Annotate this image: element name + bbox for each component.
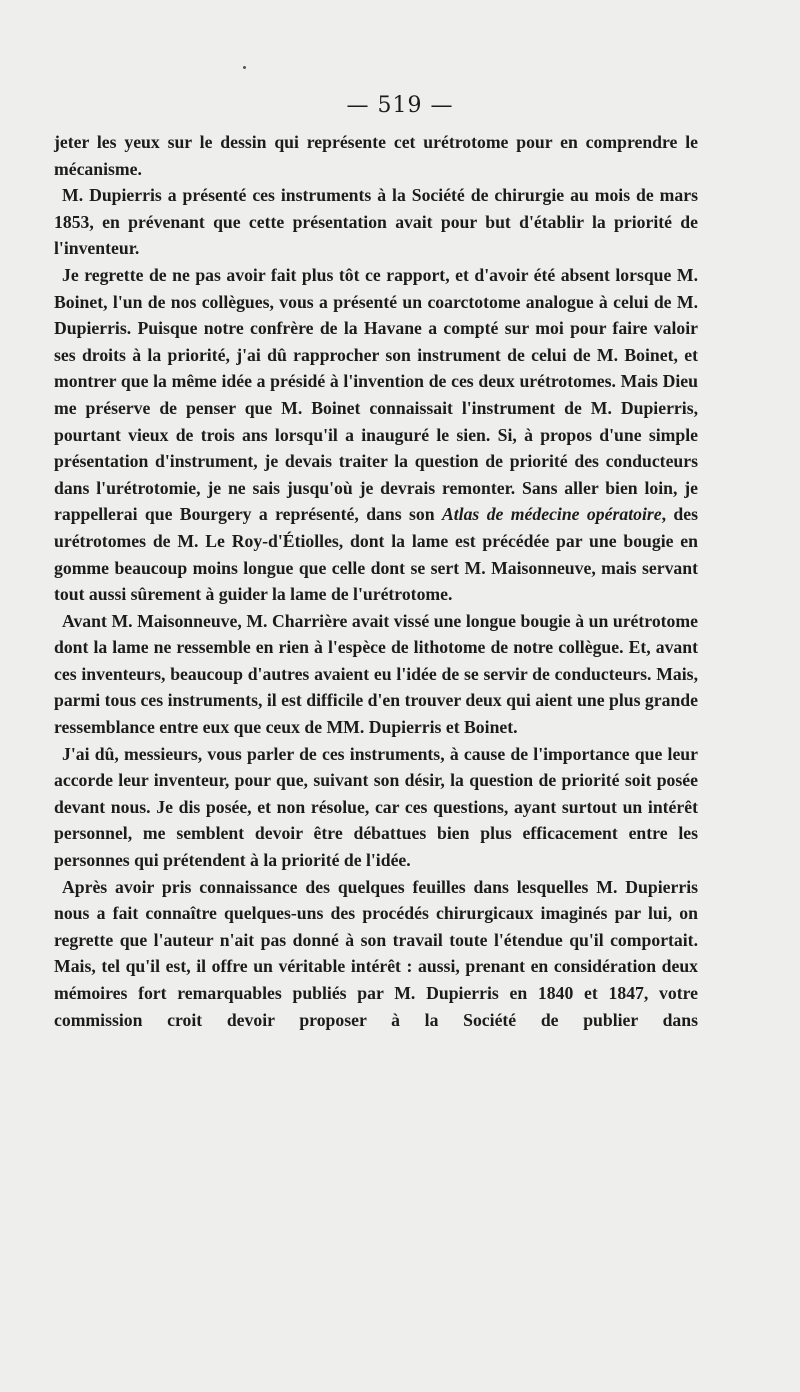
book-title-italic: Atlas de médecine opératoire	[441, 504, 662, 525]
paragraph-3	[54, 262, 698, 608]
paragraph-3-part-1: Je regrette de ne pas avoir fait plus tôt ce rapport, et d'avoir été absent lorsque M. Boinet, l'un de nos collègues, vous a présenté un coarctotome analogue à celui de M. Dupierris. Puisque notre confrère de la Havane a compté sur moi pour faire valoir ses droits à la priorité, j'ai dû rapprocher son instrument de celui de M. Boinet, et montrer que la même idée a présidé à l'invention de ces deux urétrotomes. Mais Dieu me préserve de penser que M. Boinet connaissait l'instrument de M. Dupierris, pourtant vieux de trois ans lorsqu'il a inauguré le sien. Si, à propos d'une simple présentation d'instrument, je devais traiter la question de priorité des conducteurs dans l'urétrotomie, je ne sais jusqu'où je devrais remonter. Sans aller bien loin, je rappellerai que Bourgery a représenté, dans son	[54, 264, 698, 525]
ink-speck	[243, 66, 246, 69]
paragraph-3-part-2: , des urétrotomes de M. Le Roy-d'Étiolles, dont la lame est précédée par une bougie en gomme beaucoup moins longue que celle dont se sert M. Maisonneuve, mais servant tout aussi sûrement à guider la lame de l'urétrotome.	[54, 504, 698, 605]
paragraph-5: J'ai dû, messieurs, vous parler de ces instruments, à cause de l'importance que leur accorde leur inventeur, pour que, suivant son désir, la question de priorité soit posée devant nous. Je dis posée, et non résolue, car ces questions, ayant surtout un intérêt personnel, me semblent devoir être débattues bien plus efficacement entre les personnes qui prétendent à la priorité de l'idée.	[54, 743, 698, 871]
paragraph-2: M. Dupierris a présenté ces instruments à la Société de chirurgie au mois de mars 1853, en prévenant que cette présentation avait pour but d'établir la priorité de l'inventeur.	[54, 185, 698, 259]
paragraph-6: Après avoir pris connaissance des quelques feuilles dans lesquelles M. Dupierris nous a fait connaître quelques-uns des procédés chirurgicaux imaginés par lui, on regrette que l'auteur n'ait pas donné à son travail toute l'étendue qu'il comportait. Mais, tel qu'il est, il offre un véritable intérêt : aussi, prenant en considération deux mémoires fort remarquables publiés par M. Dupierris en 1840 et 1847, votre commission croit devoir proposer à la Société de publier dans	[54, 876, 698, 1030]
body-text	[54, 129, 698, 1033]
page-number-header: — 519 —	[346, 93, 454, 118]
paragraph-1: jeter les yeux sur le dessin qui représente cet urétrotome pour en comprendre le mécanisme.	[54, 132, 698, 179]
paragraph-4: Avant M. Maisonneuve, M. Charrière avait vissé une longue bougie à un urétrotome dont la lame ne ressemble en rien à l'espèce de lithotome de notre collègue. Et, avant ces inventeurs, beaucoup d'autres avaient eu l'idée de se servir de conducteurs. Mais, parmi tous ces instruments, il est difficile d'en trouver deux qui aient une plus grande ressemblance entre eux que ceux de MM. Dupierris et Boinet.	[54, 610, 698, 738]
